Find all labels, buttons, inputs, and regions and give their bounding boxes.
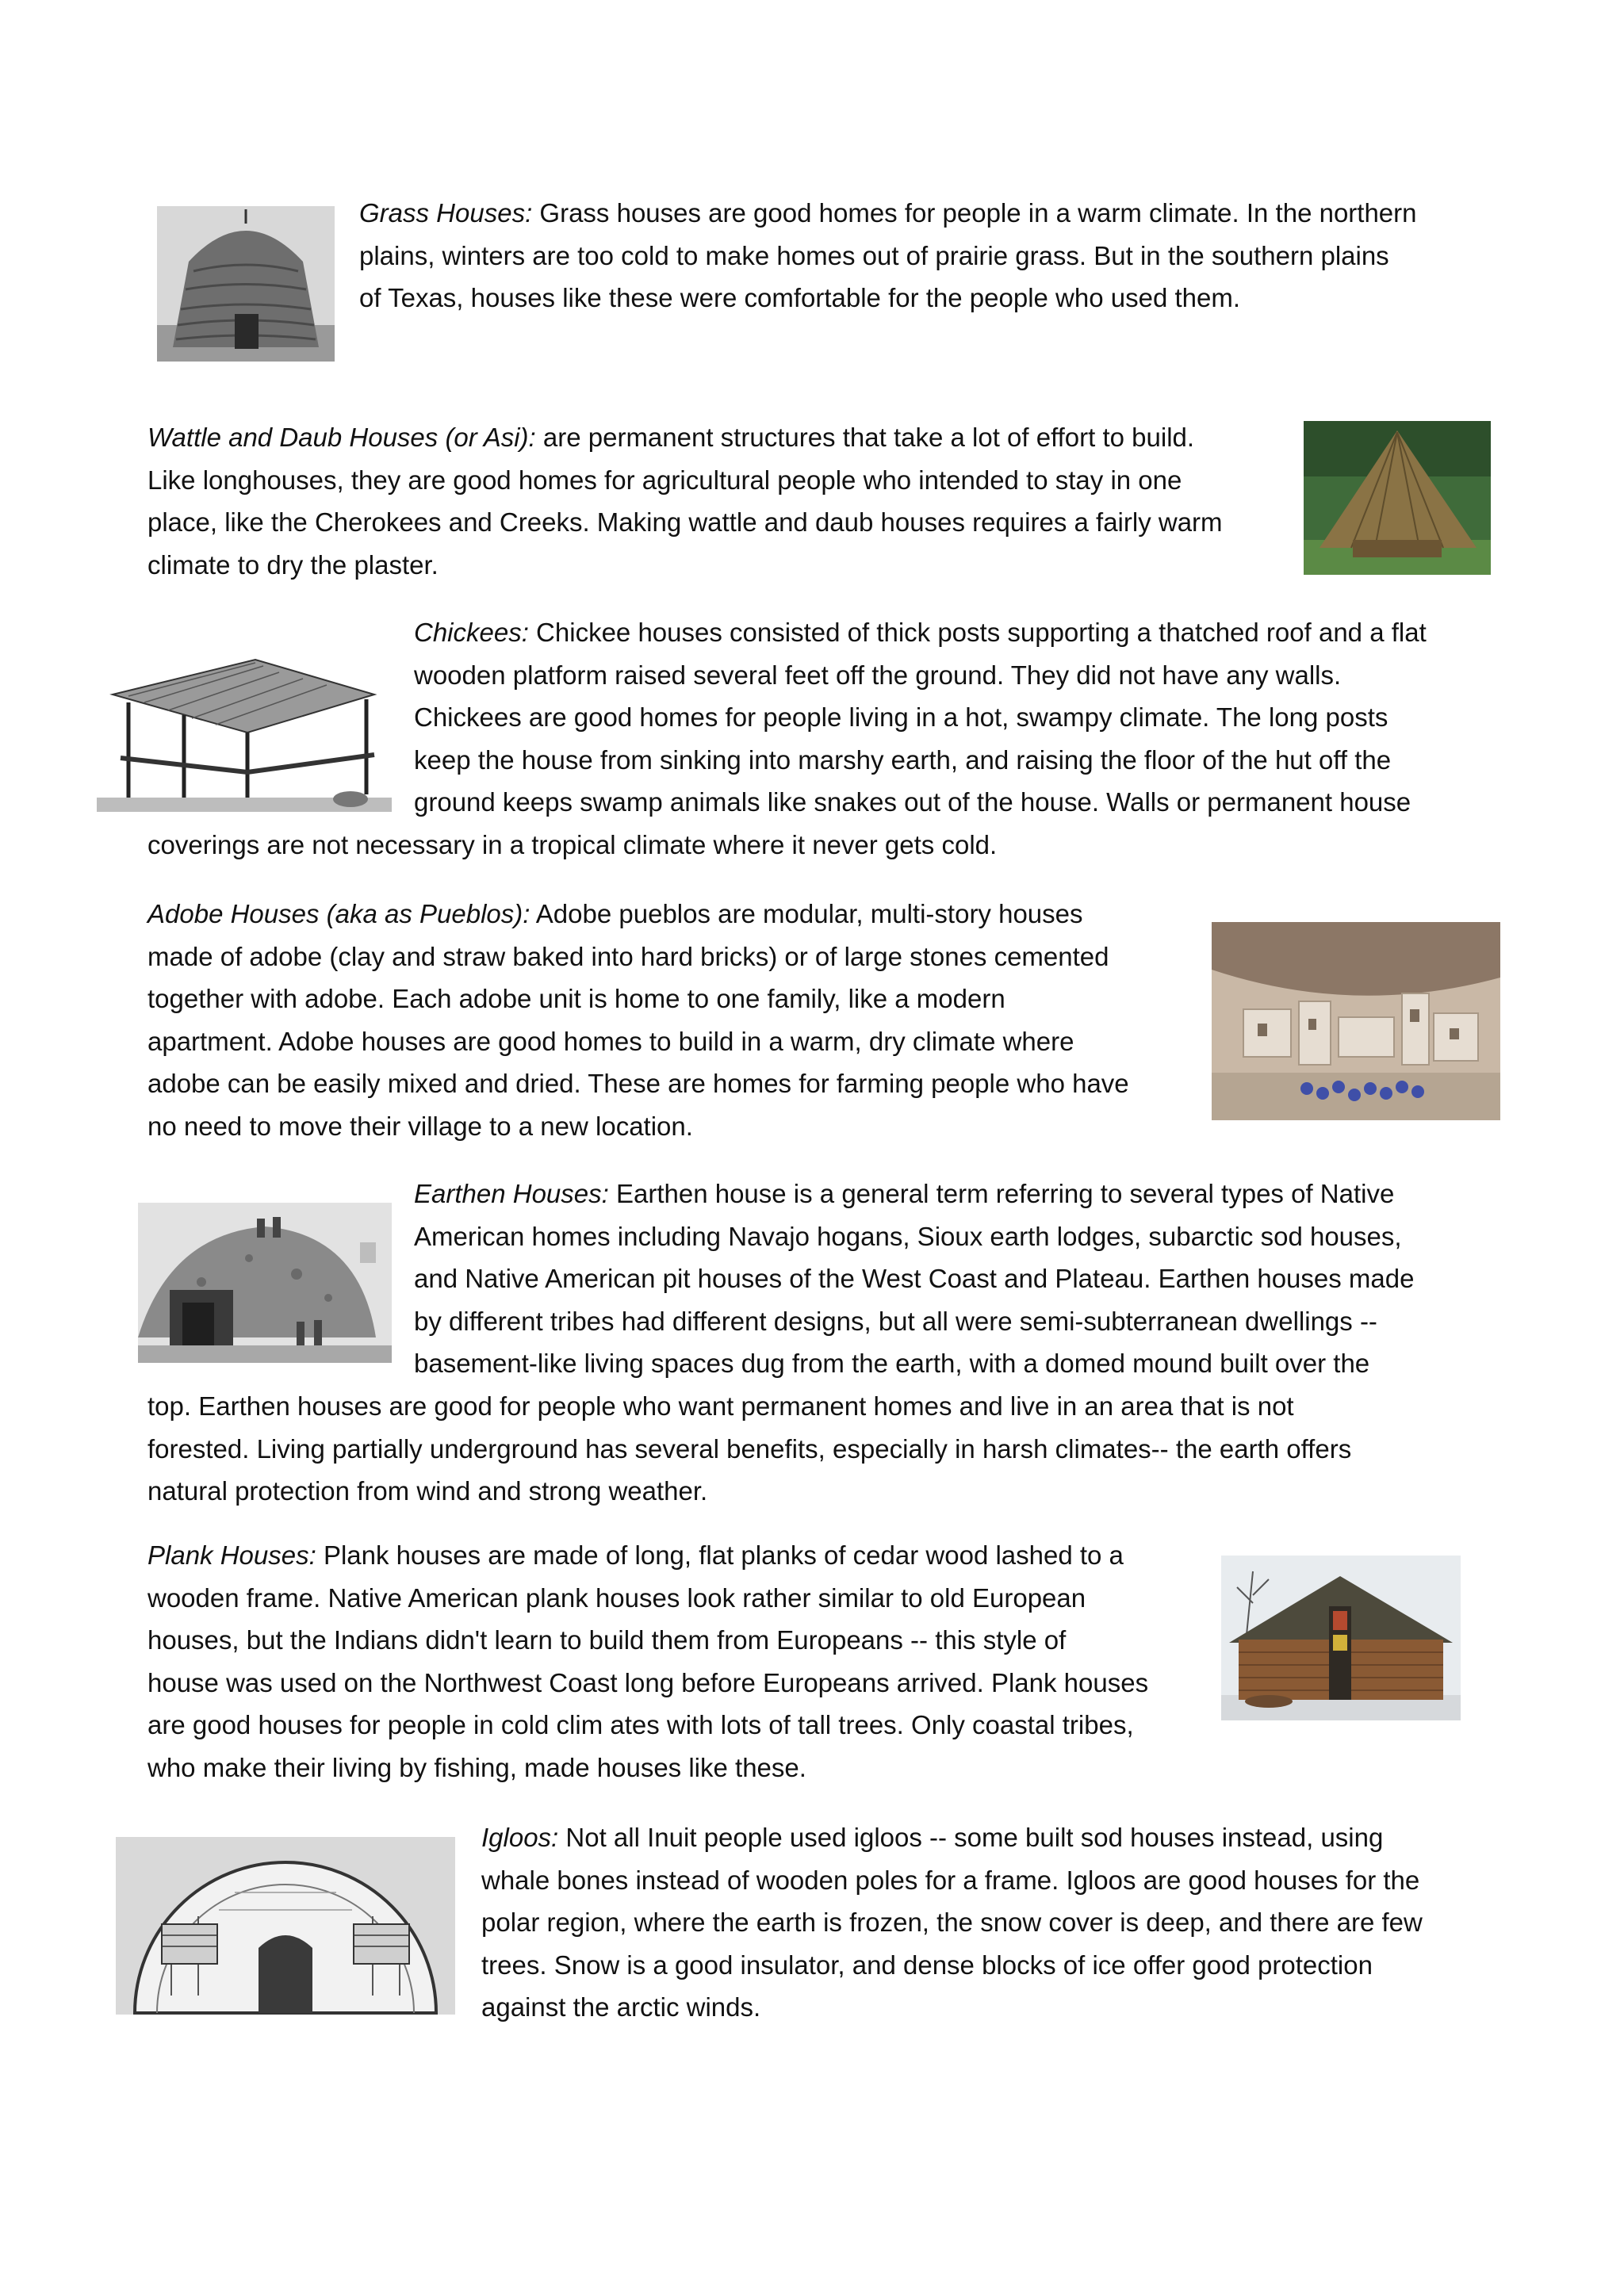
section-line: by different tribes had different designs, but all were semi-subterranean dwellings -- (414, 1306, 1377, 1336)
section-line: trees. Snow is a good insulator, and dense blocks of ice offer good protection (481, 1950, 1373, 1980)
section-igloos (481, 1816, 1423, 2029)
section-line: Adobe Houses (aka as Pueblos): Adobe pueblos are modular, multi-story houses (147, 899, 1083, 928)
section-line: natural protection from wind and strong weather. (147, 1476, 708, 1506)
section-line: Like longhouses, they are good homes for agricultural people who intended to stay in one (147, 465, 1182, 495)
section-line: wooden frame. Native American plank houses look rather similar to old European (147, 1582, 1086, 1613)
earthen-house-photo (138, 1203, 392, 1363)
section-line: Chickees are good homes for people living in a hot, swampy climate. The long posts (414, 702, 1388, 732)
section-chickees (414, 611, 1427, 824)
wattle-daub-house-photo (1304, 421, 1491, 575)
section-line: who make their living by fishing, made houses like these. (147, 1752, 806, 1782)
grass-house-photo (157, 206, 335, 362)
section-term: Wattle and Daub Houses (or Asi): (147, 423, 536, 452)
section-line: house was used on the Northwest Coast long before Europeans arrived. Plank houses (147, 1667, 1149, 1697)
section-line: no need to move their village to a new location. (147, 1111, 693, 1141)
section-line: basement-like living spaces dug from the earth, with a domed mound built over the (414, 1349, 1370, 1378)
chickee-drawing (97, 639, 392, 812)
section-chickees-continued (147, 824, 997, 867)
section-line: of Texas, houses like these were comfortable for the people who used them. (359, 283, 1241, 312)
section-line: Wattle and Daub Houses (or Asi): are permanent structures that take a lot of effort to build. (147, 423, 1195, 452)
section-line: Igloos: Not all Inuit people used igloos -- some built sod houses instead, using (481, 1823, 1384, 1852)
section-line: place, like the Cherokees and Creeks. Making wattle and daub houses requires a fairly warm (147, 507, 1223, 537)
section-line: keep the house from sinking into marshy earth, and raising the floor of the hut off the (414, 744, 1392, 775)
igloo-interior-drawing (116, 1837, 455, 2015)
adobe-cliff-dwelling-photo (1212, 922, 1500, 1120)
section-line: Chickees: Chickee houses consisted of thick posts supporting a thatched roof and a flat (414, 618, 1427, 647)
section-line: polar region, where the earth is frozen, the snow cover is deep, and there are few (481, 1908, 1423, 1937)
section-line: American homes including Navajo hogans, Sioux earth lodges, subarctic sod houses, (414, 1221, 1402, 1251)
section-term: Grass Houses: (359, 198, 533, 228)
section-line: whale bones instead of wooden poles for a frame. Igloos are good houses for the (481, 1865, 1420, 1895)
section-line: ground keeps swamp animals like snakes out of the house. Walls or permanent house (414, 787, 1411, 817)
section-term: Igloos: (481, 1823, 559, 1852)
section-earthen-houses (414, 1173, 1414, 1385)
section-term: Earthen Houses: (414, 1179, 609, 1208)
section-line: Plank Houses: Plank houses are made of long, flat planks of cedar wood lashed to a (147, 1540, 1124, 1570)
section-adobe-houses (147, 893, 1129, 1147)
section-line: houses, but the Indians didn't learn to build them from Europeans -- this style of (147, 1625, 1067, 1655)
section-line: adobe can be easily mixed and dried. These are homes for farming people who have (147, 1069, 1129, 1098)
section-term: Chickees: (414, 618, 529, 647)
section-line: together with adobe. Each adobe unit is home to one family, like a modern (147, 984, 1005, 1013)
section-earthen-houses-continued (147, 1385, 1351, 1513)
section-term: Plank Houses: (147, 1540, 316, 1570)
section-line: made of adobe (clay and straw baked into hard bricks) or of large stones cemented (147, 941, 1109, 971)
section-line: apartment. Adobe houses are good homes to build in a warm, dry climate where (147, 1026, 1074, 1056)
section-line: coverings are not necessary in a tropical climate where it never gets cold. (147, 830, 998, 859)
section-line: Earthen Houses: Earthen house is a general term referring to several types of Native (414, 1179, 1395, 1208)
section-term: Adobe Houses (aka as Pueblos): (147, 899, 530, 928)
section-plank-houses (147, 1534, 1148, 1789)
section-line: and Native American pit houses of the West Coast and Plateau. Earthen houses made (414, 1264, 1415, 1293)
section-grass-houses (359, 192, 1417, 320)
section-line: forested. Living partially underground has several benefits, especially in harsh climates-- the earth offers (147, 1433, 1352, 1464)
section-line: wooden platform raised several feet off the ground. They did not have any walls. (414, 660, 1342, 690)
section-line: Grass Houses: Grass houses are good homes for people in a warm climate. In the northern (359, 198, 1417, 228)
plank-house-photo (1221, 1556, 1461, 1720)
section-line: top. Earthen houses are good for people who want permanent homes and live in an area that is not (147, 1391, 1294, 1421)
section-line: plains, winters are too cold to make homes out of prairie grass. But in the southern plains (359, 240, 1389, 270)
section-wattle-daub-houses (147, 416, 1223, 586)
section-line: are good houses for people in cold clim ates with lots of tall trees. Only coastal tribes, (147, 1710, 1134, 1739)
section-line: against the arctic winds. (481, 1992, 761, 2022)
section-line: climate to dry the plaster. (147, 549, 439, 580)
